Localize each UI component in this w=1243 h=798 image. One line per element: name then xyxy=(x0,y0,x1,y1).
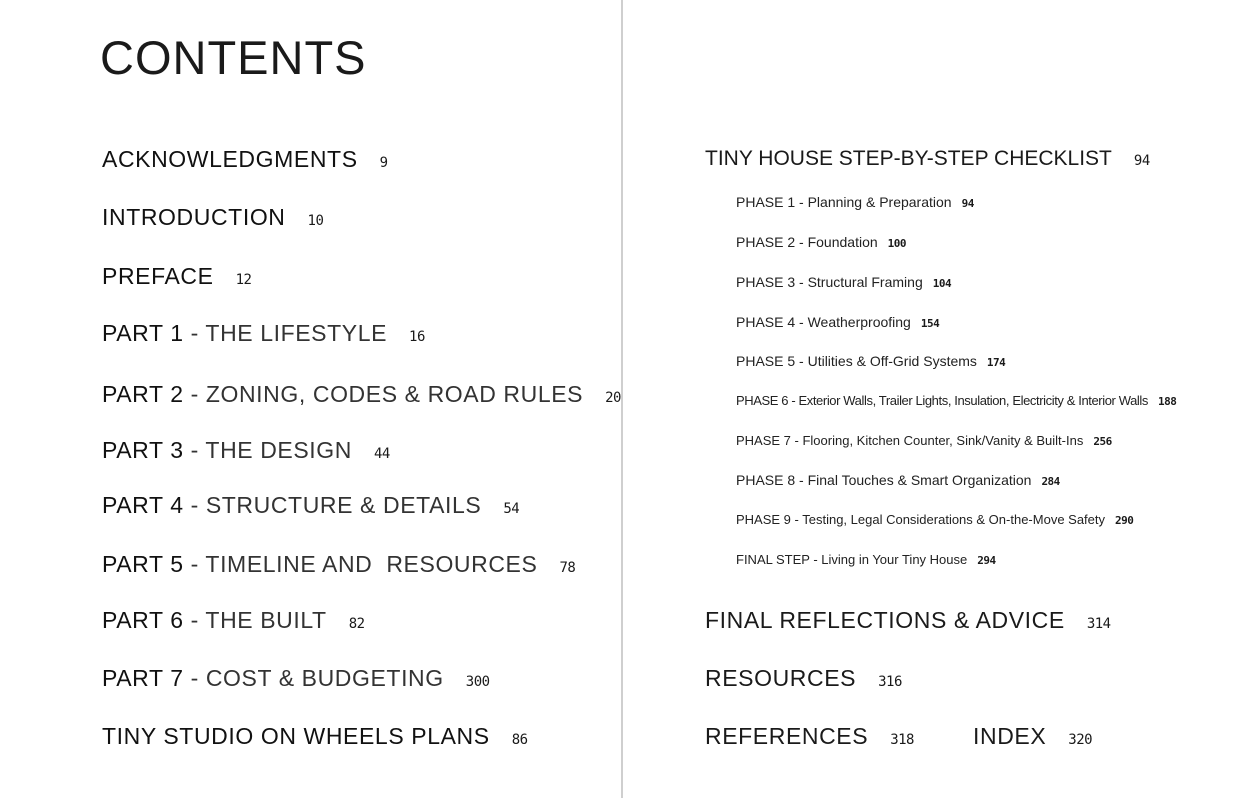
phase-label: - Exterior Walls, Trailer Lights, Insulation, Electricity & Interior Walls xyxy=(788,393,1148,408)
toc-phase-1[interactable] xyxy=(736,194,974,210)
phase-label: - Foundation xyxy=(795,234,878,250)
toc-entry-label: - THE BUILT xyxy=(183,607,327,633)
toc-entry-part-number: PART 5 xyxy=(102,551,184,577)
toc-entry-part-number: PART 6 xyxy=(102,607,184,633)
phase-label: - Flooring, Kitchen Counter, Sink/Vanity & Built-Ins xyxy=(790,433,1084,448)
toc-phase-6[interactable] xyxy=(736,393,1176,408)
phase-number: PHASE 6 xyxy=(736,393,789,408)
phase-number: PHASE 2 xyxy=(736,234,796,250)
toc-entry-part-1[interactable] xyxy=(102,320,425,347)
toc-entry-label: - STRUCTURE & DETAILS xyxy=(183,492,482,518)
toc-entry-label: - THE DESIGN xyxy=(183,437,352,463)
phase-page: 284 xyxy=(1041,475,1060,488)
toc-entry-label: FINAL REFLECTIONS & ADVICE xyxy=(705,607,1065,633)
toc-entry-page: 86 xyxy=(511,732,528,748)
toc-phase-4[interactable] xyxy=(736,314,939,330)
toc-entry-label: TINY STUDIO ON WHEELS PLANS xyxy=(102,723,490,749)
phase-page: 100 xyxy=(887,237,907,250)
toc-entry-label: INTRODUCTION xyxy=(102,204,286,230)
toc-entry-page: 320 xyxy=(1068,732,1093,748)
toc-phase-2[interactable] xyxy=(736,234,906,250)
phase-label: - Weatherproofing xyxy=(795,314,911,330)
toc-entry-part-number: PART 7 xyxy=(102,665,184,691)
toc-phase-8[interactable] xyxy=(736,472,1060,488)
toc-entry-page: 54 xyxy=(503,501,520,517)
toc-entry-references[interactable] xyxy=(705,723,914,750)
phase-page: 256 xyxy=(1093,435,1112,448)
toc-entry-page: 16 xyxy=(409,329,425,345)
toc-entry-part-number: PART 2 xyxy=(102,381,184,407)
toc-entry-part-number: PART 4 xyxy=(102,492,184,518)
toc-entry-introduction[interactable] xyxy=(102,204,323,231)
page-divider xyxy=(621,0,623,798)
toc-entry-page: 10 xyxy=(307,213,324,229)
phase-label: - Utilities & Off-Grid Systems xyxy=(795,353,977,369)
toc-entry-part-number: PART 1 xyxy=(102,320,184,346)
toc-entry-preface[interactable] xyxy=(102,263,251,290)
toc-entry-plans[interactable] xyxy=(102,723,528,750)
toc-entry-part-4[interactable] xyxy=(102,492,519,519)
toc-entry-label: ACKNOWLEDGMENTS xyxy=(102,146,358,172)
phase-label: - Planning & Preparation xyxy=(795,194,952,210)
toc-entry-page: 20 xyxy=(605,390,621,406)
toc-entry-part-6[interactable] xyxy=(102,607,365,634)
toc-entry-part-number: PART 3 xyxy=(102,437,184,463)
phase-number: PHASE 7 xyxy=(736,433,791,448)
toc-entry-page: 12 xyxy=(235,272,252,288)
toc-entry-part-3[interactable] xyxy=(102,437,390,464)
toc-entry-label: - THE LIFESTYLE xyxy=(183,320,388,346)
toc-final-step[interactable] xyxy=(736,552,996,567)
toc-entry-label: REFERENCES xyxy=(705,723,869,749)
phase-page: 174 xyxy=(986,356,1006,369)
toc-entry-label: - ZONING, CODES & ROAD RULES xyxy=(183,381,584,407)
phase-page: 290 xyxy=(1115,514,1134,527)
toc-phase-5[interactable] xyxy=(736,353,1005,369)
toc-entry-label: TINY HOUSE STEP-BY-STEP CHECKLIST xyxy=(705,147,1112,170)
toc-entry-page: 314 xyxy=(1086,616,1111,632)
toc-entry-page: 78 xyxy=(559,560,576,576)
phase-number: PHASE 3 xyxy=(736,274,796,290)
page-title: CONTENTS xyxy=(100,31,367,84)
toc-entry-part-2[interactable] xyxy=(102,381,621,408)
toc-entry-label: - TIMELINE AND RESOURCES xyxy=(183,551,538,577)
toc-entry-page: 82 xyxy=(348,616,365,632)
toc-entry-page: 9 xyxy=(379,155,388,171)
toc-entry-label: RESOURCES xyxy=(705,665,857,691)
phase-number: PHASE 9 xyxy=(736,512,791,527)
toc-entry-page: 44 xyxy=(374,446,390,462)
phase-page: 94 xyxy=(961,197,974,210)
toc-entry-page: 94 xyxy=(1133,153,1150,169)
phase-label: - Living in Your Tiny House xyxy=(809,552,968,567)
toc-phase-3[interactable] xyxy=(736,274,951,290)
toc-phase-9[interactable] xyxy=(736,512,1133,527)
phase-page: 154 xyxy=(920,317,940,330)
phase-number: PHASE 5 xyxy=(736,353,796,369)
phase-page: 104 xyxy=(932,277,952,290)
toc-entry-page: 316 xyxy=(878,674,902,690)
toc-entry-resources[interactable] xyxy=(705,665,902,692)
toc-entry-page: 300 xyxy=(465,674,490,690)
phase-page: 188 xyxy=(1158,395,1177,408)
phase-label: - Testing, Legal Considerations & On-the-Move Safety xyxy=(790,512,1106,527)
toc-entry-final-reflections[interactable] xyxy=(705,607,1111,634)
phase-number: FINAL STEP xyxy=(736,552,810,567)
toc-entry-part-7[interactable] xyxy=(102,665,490,692)
phase-label: - Structural Framing xyxy=(795,274,923,290)
toc-entry-page: 318 xyxy=(890,732,914,748)
toc-phase-7[interactable] xyxy=(736,433,1112,448)
phase-number: PHASE 4 xyxy=(736,314,796,330)
toc-entry-acknowledgments[interactable] xyxy=(102,146,388,173)
toc-entry-index[interactable] xyxy=(973,723,1092,750)
phase-number: PHASE 8 xyxy=(736,472,796,488)
phase-label: - Final Touches & Smart Organization xyxy=(795,472,1032,488)
toc-entry-label: INDEX xyxy=(973,723,1047,749)
toc-entry-checklist[interactable] xyxy=(705,147,1150,171)
phase-number: PHASE 1 xyxy=(736,194,796,210)
toc-entry-label: - COST & BUDGETING xyxy=(183,665,444,691)
toc-entry-part-5[interactable] xyxy=(102,551,575,578)
toc-entry-label: PREFACE xyxy=(102,263,214,289)
phase-page: 294 xyxy=(977,554,996,567)
